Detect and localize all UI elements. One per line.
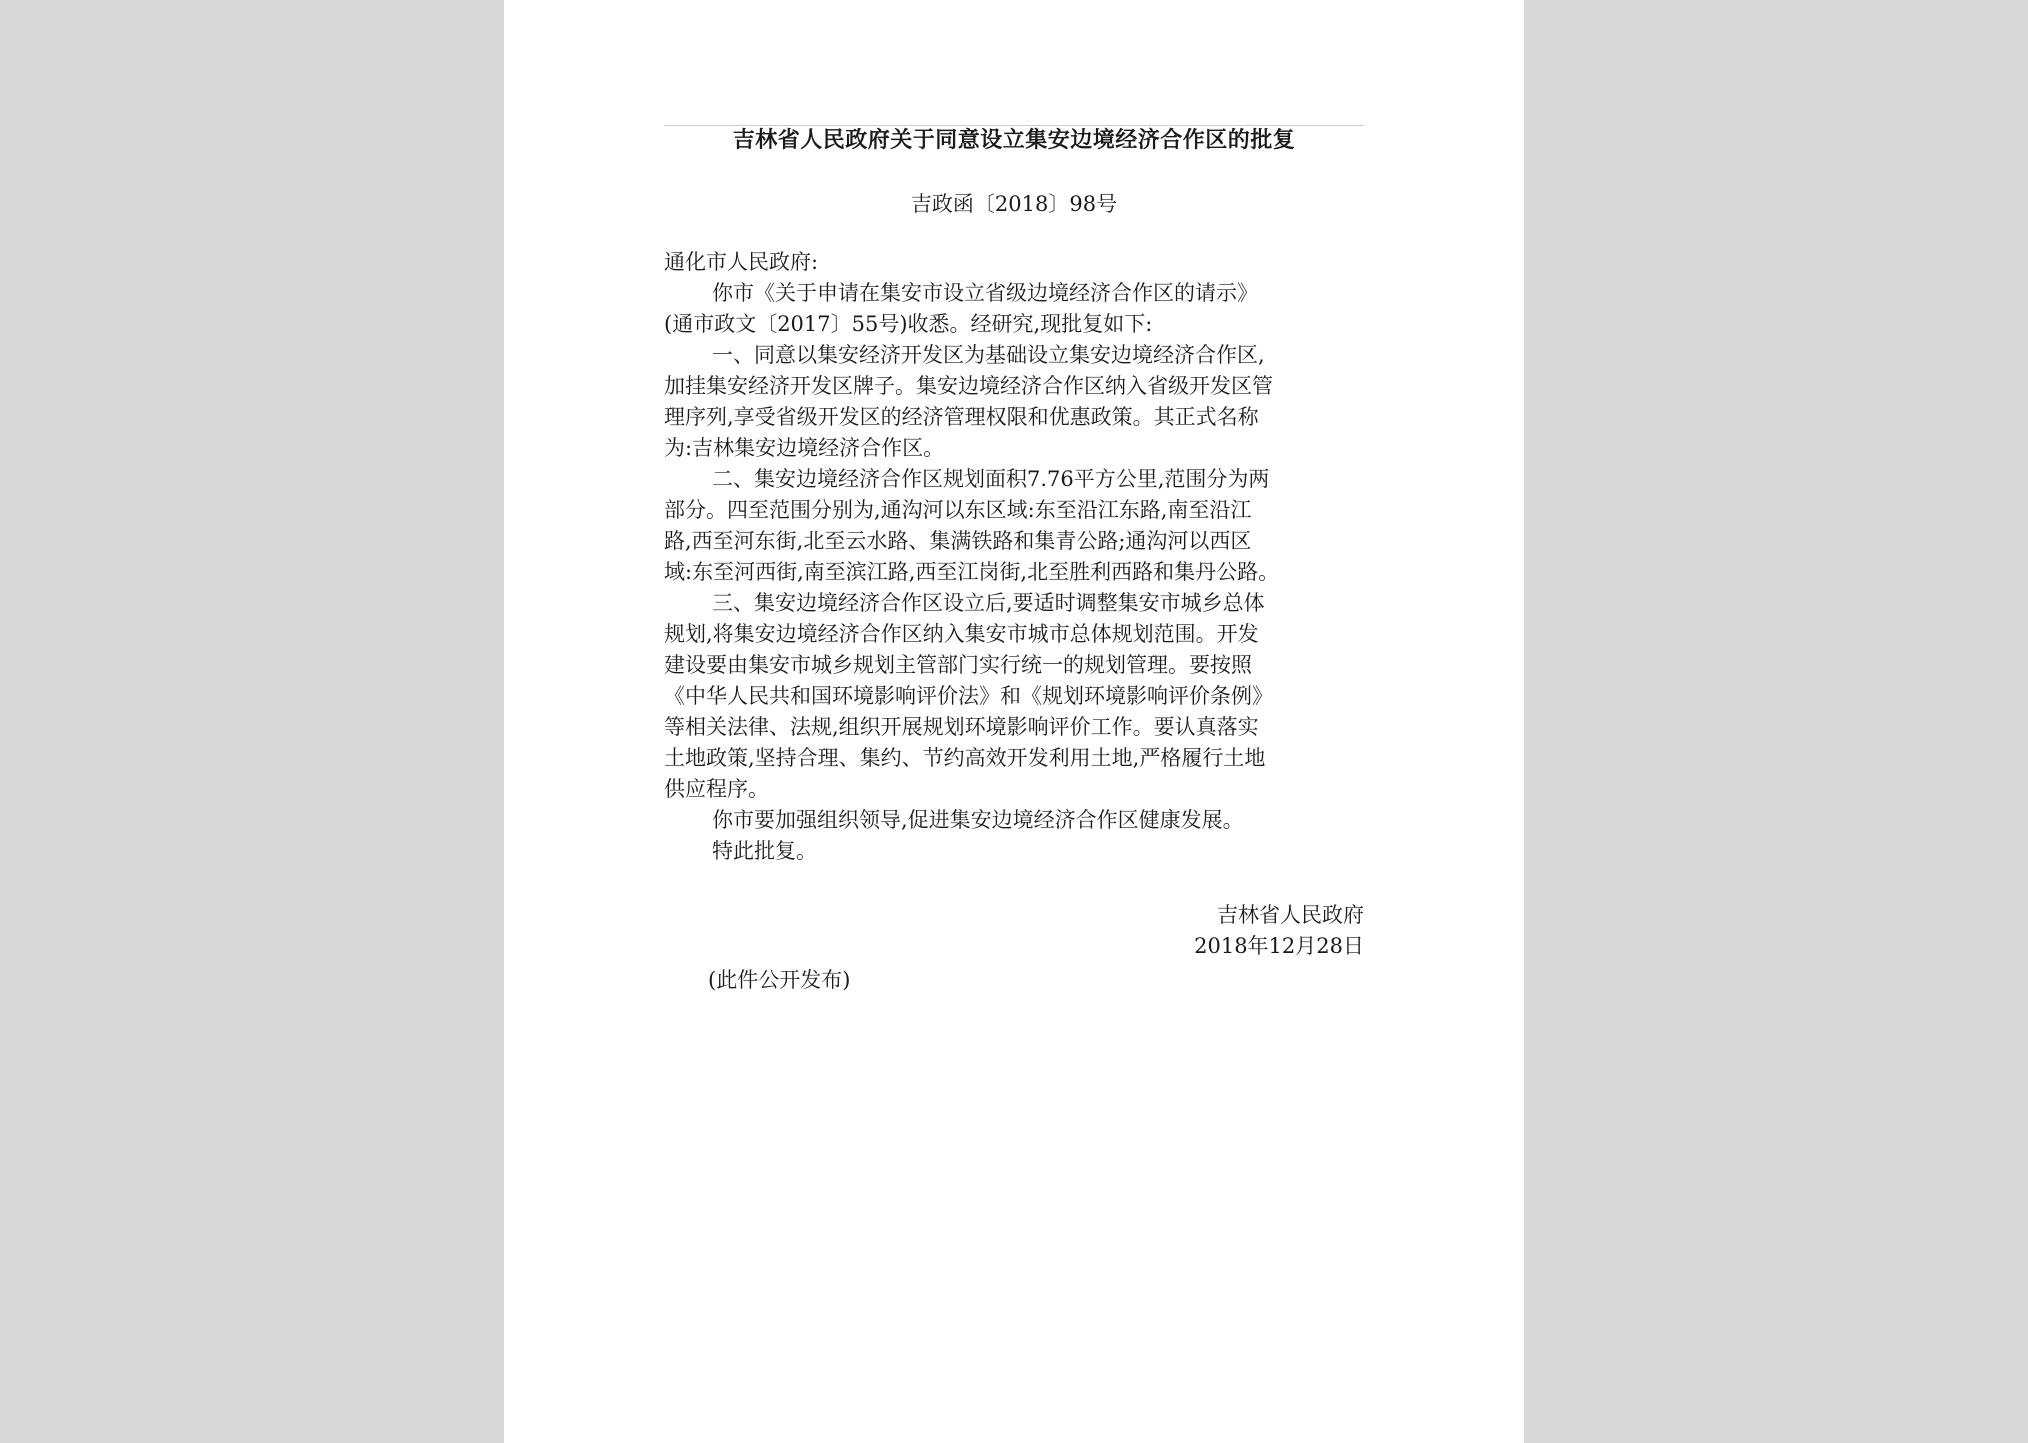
signature-block	[964, 900, 1364, 962]
document-page	[504, 0, 1524, 1443]
body-line: 一、同意以集安经济开发区为基础设立集安边境经济合作区,	[712, 343, 1265, 367]
document-title: 吉林省人民政府关于同意设立集安边境经济合作区的批复	[732, 127, 1296, 153]
body-line: 域:东至河西街,南至滨江路,西至江岗街,北至胜利西路和集丹公路。	[664, 560, 1280, 584]
body-line: 你市《关于申请在集安市设立省级边境经济合作区的请示》	[712, 281, 1258, 305]
body-line: (通市政文〔2017〕55号)收悉。经研究,现批复如下:	[664, 312, 1153, 336]
body-line: 土地政策,坚持合理、集约、节约高效开发利用土地,严格履行土地	[664, 746, 1266, 770]
body-line: 为:吉林集安边境经济合作区。	[664, 436, 945, 460]
body-line: 《中华人民共和国环境影响评价法》和《规划环境影响评价条例》	[664, 684, 1273, 708]
body-line: 供应程序。	[664, 777, 769, 801]
release-note: (此件公开发布)	[708, 968, 851, 992]
addressee: 通化市人民政府:	[664, 250, 819, 274]
body-line: 二、集安边境经济合作区规划面积7.76平方公里,范围分为两	[712, 467, 1270, 491]
body-line: 三、集安边境经济合作区设立后,要适时调整集安市城乡总体	[712, 591, 1265, 615]
body-line: 路,西至河东街,北至云水路、集满铁路和集青公路;通沟河以西区	[664, 529, 1252, 553]
body-line: 加挂集安经济开发区牌子。集安边境经济合作区纳入省级开发区管	[664, 374, 1273, 398]
body-line: 规划,将集安边境经济合作区纳入集安市城市总体规划范围。开发	[664, 622, 1259, 646]
document-number: 吉政函〔2018〕98号	[910, 192, 1118, 216]
body-line: 部分。四至范围分别为,通沟河以东区域:东至沿江东路,南至沿江	[664, 498, 1252, 522]
body-line: 等相关法律、法规,组织开展规划环境影响评价工作。要认真落实	[664, 715, 1259, 739]
document-body	[664, 247, 1364, 867]
body-line: 理序列,享受省级开发区的经济管理权限和优惠政策。其正式名称	[664, 405, 1259, 429]
body-line: 建设要由集安市城乡规划主管部门实行统一的规划管理。要按照	[664, 653, 1252, 677]
issue-date: 2018年12月28日	[1194, 934, 1364, 958]
issuer-name: 吉林省人民政府	[1217, 903, 1364, 927]
body-line: 你市要加强组织领导,促进集安边境经济合作区健康发展。	[712, 808, 1244, 832]
body-line: 特此批复。	[712, 839, 817, 863]
